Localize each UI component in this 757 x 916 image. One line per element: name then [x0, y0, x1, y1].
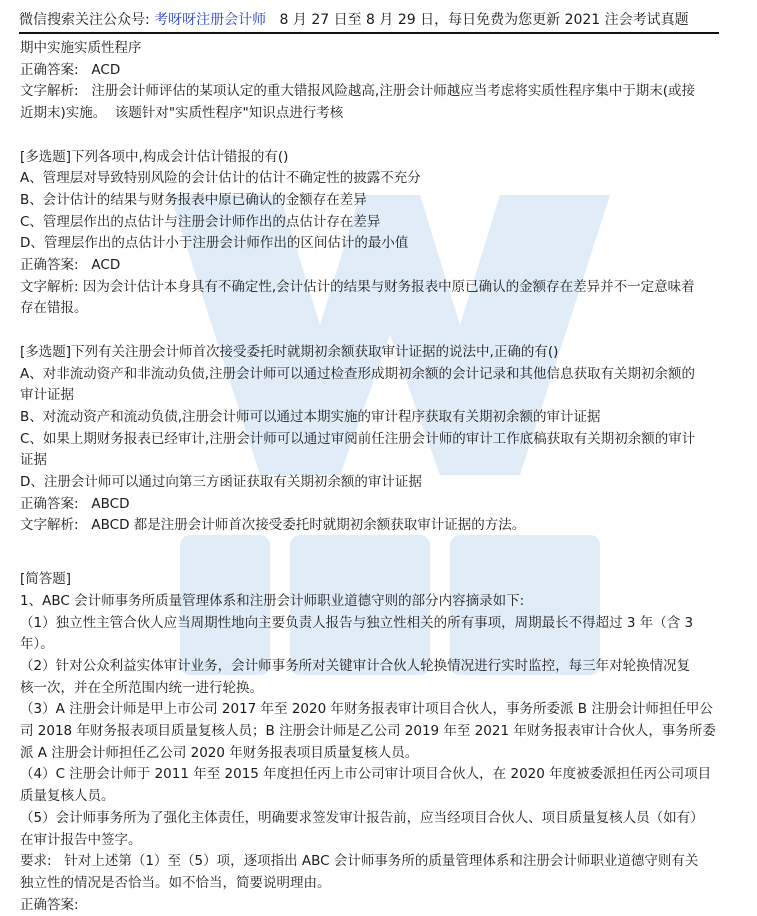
q3-option-c-line2: 证据 [20, 452, 47, 469]
q4-item4-line1: （4）C 注册会计师于 2011 年至 2015 年度担任丙上市公司审计项目合伙人，在 2020 年度被委派担任丙公司项目 [20, 766, 712, 783]
q4-item5-line1: （5）会计师事务所为了强化主体责任，明确要求签发审计报告前，应当经项目合伙人、项目质量复核人员（如有） [20, 809, 704, 826]
prev-question-tail: 期中实施实质性程序 [20, 40, 142, 56]
q4-item1-line2: 年）。 [20, 636, 54, 653]
q4-item3-line1: （3）A 注册会计师是甲上市公司 2017 年至 2020 年财务报表审计项目合伙人，事务所委派 B 注册会计师担任甲公 [20, 701, 713, 718]
q4-requirement-line1: 要求: 针对上述第（1）至（5）项，逐项指出 ABC 会计师事务所的质量管理体系和注册会计师职业道德守则有关 [20, 853, 699, 870]
q2-option-a: A、管理层对导致特别风险的会计估计的估计不确定性的披露不充分 [20, 170, 421, 187]
header-account-link[interactable]: 考呀呀注册会计师 [154, 12, 267, 28]
q3-option-a-line2: 审计证据 [20, 387, 74, 404]
q2-stem: [多选题]下列各项中,构成会计估计错报的有() [20, 148, 289, 165]
q4-item2-line2: 核一次，并在全所范围内统一进行轮换。 [20, 679, 263, 696]
q3-stem: [多选题]下列有关注册会计师首次接受委托时就期初余额获取审计证据的说法中,正确的有() [20, 343, 559, 360]
q4-type-label: [简答题] [20, 571, 72, 588]
header-suffix: 8 月 27 日至 8 月 29 日，每日免费为您更新 2021 注会考试真题 [266, 12, 689, 28]
q3-option-c-line1: C、如果上期财务报表已经审计,注册会计师可以通过审阅前任注册会计师的审计工作底稿获取有关期初余额的审计 [20, 430, 696, 447]
q2-explanation-line1: 文字解析: 因为会计估计本身具有不确定性,会计估计的结果与财务报表中原已确认的金额存在差异并不一定意味着 [20, 278, 695, 295]
q4-intro: 1、ABC 会计师事务所质量管理体系和注册会计师职业道德守则的部分内容摘录如下: [20, 592, 525, 609]
q4-item3-line3: 派 A 注册会计师担任乙公司 2020 年财务报表项目质量复核人员。 [20, 744, 419, 761]
prev-explanation-line2: 近期末)实施。 该题针对"实质性程序"知识点进行考核 [20, 105, 344, 122]
q4-item2-line1: （2）针对公众利益实体审计业务，会计师事务所对关键审计合伙人轮换情况进行实时监控，每三年对轮换情况复 [20, 657, 691, 674]
q2-option-c: C、管理层作出的点估计与注册会计师作出的点估计存在差异 [20, 213, 381, 230]
q3-explanation: 文字解析: ABCD 都是注册会计师首次接受委托时就期初余额获取审计证据的方法。 [20, 517, 526, 534]
q4-item5-line2: 在审计报告中签字。 [20, 831, 142, 848]
q4-answer-label: 正确答案: [20, 896, 79, 913]
q4-item3-line2: 司 2018 年财务报表项目质量复核人员；B 注册会计师是乙公司 2019 年至 2021 年财务报表审计合伙人，事务所委 [20, 723, 716, 740]
document-body [20, 38, 720, 916]
page-header [19, 9, 719, 34]
q2-option-b: B、会计估计的结果与财务报表中原已确认的金额存在差异 [20, 191, 367, 208]
prev-explanation-line1: 文字解析: 注册会计师评估的某项认定的重大错报风险越高,注册会计师越应当考虑将实质性程序集中于期末(或接 [20, 83, 695, 100]
q2-answer: 正确答案: ACD [20, 257, 121, 274]
q2-option-d: D、管理层作出的点估计小于注册会计师作出的区间估计的最小值 [20, 235, 409, 252]
q3-option-b: B、对流动资产和流动负债,注册会计师可以通过本期实施的审计程序获取有关期初余额的审计证据 [20, 408, 601, 425]
q3-option-a-line1: A、对非流动资产和非流动负债,注册会计师可以通过检查形成期初余额的会计记录和其他信息获取有关期初余额的 [20, 365, 696, 382]
q4-requirement-line2: 独立性的情况是否恰当。如不恰当，简要说明理由。 [20, 874, 331, 891]
q3-option-d: D、注册会计师可以通过向第三方函证获取有关期初余额的审计证据 [20, 474, 422, 491]
q3-answer: 正确答案: ABCD [20, 495, 130, 512]
q4-item4-line2: 质量复核人员。 [20, 788, 115, 805]
q2-explanation-line2: 存在错报。 [20, 300, 88, 317]
header-prefix: 微信搜索关注公众号: [19, 12, 155, 28]
q4-item1-line1: （1）独立性主管合伙人应当周期性地向主要负责人报告与独立性相关的所有事项，周期最长不得超过 3 年（含 3 [20, 614, 694, 631]
prev-answer: 正确答案: ACD [20, 61, 121, 78]
